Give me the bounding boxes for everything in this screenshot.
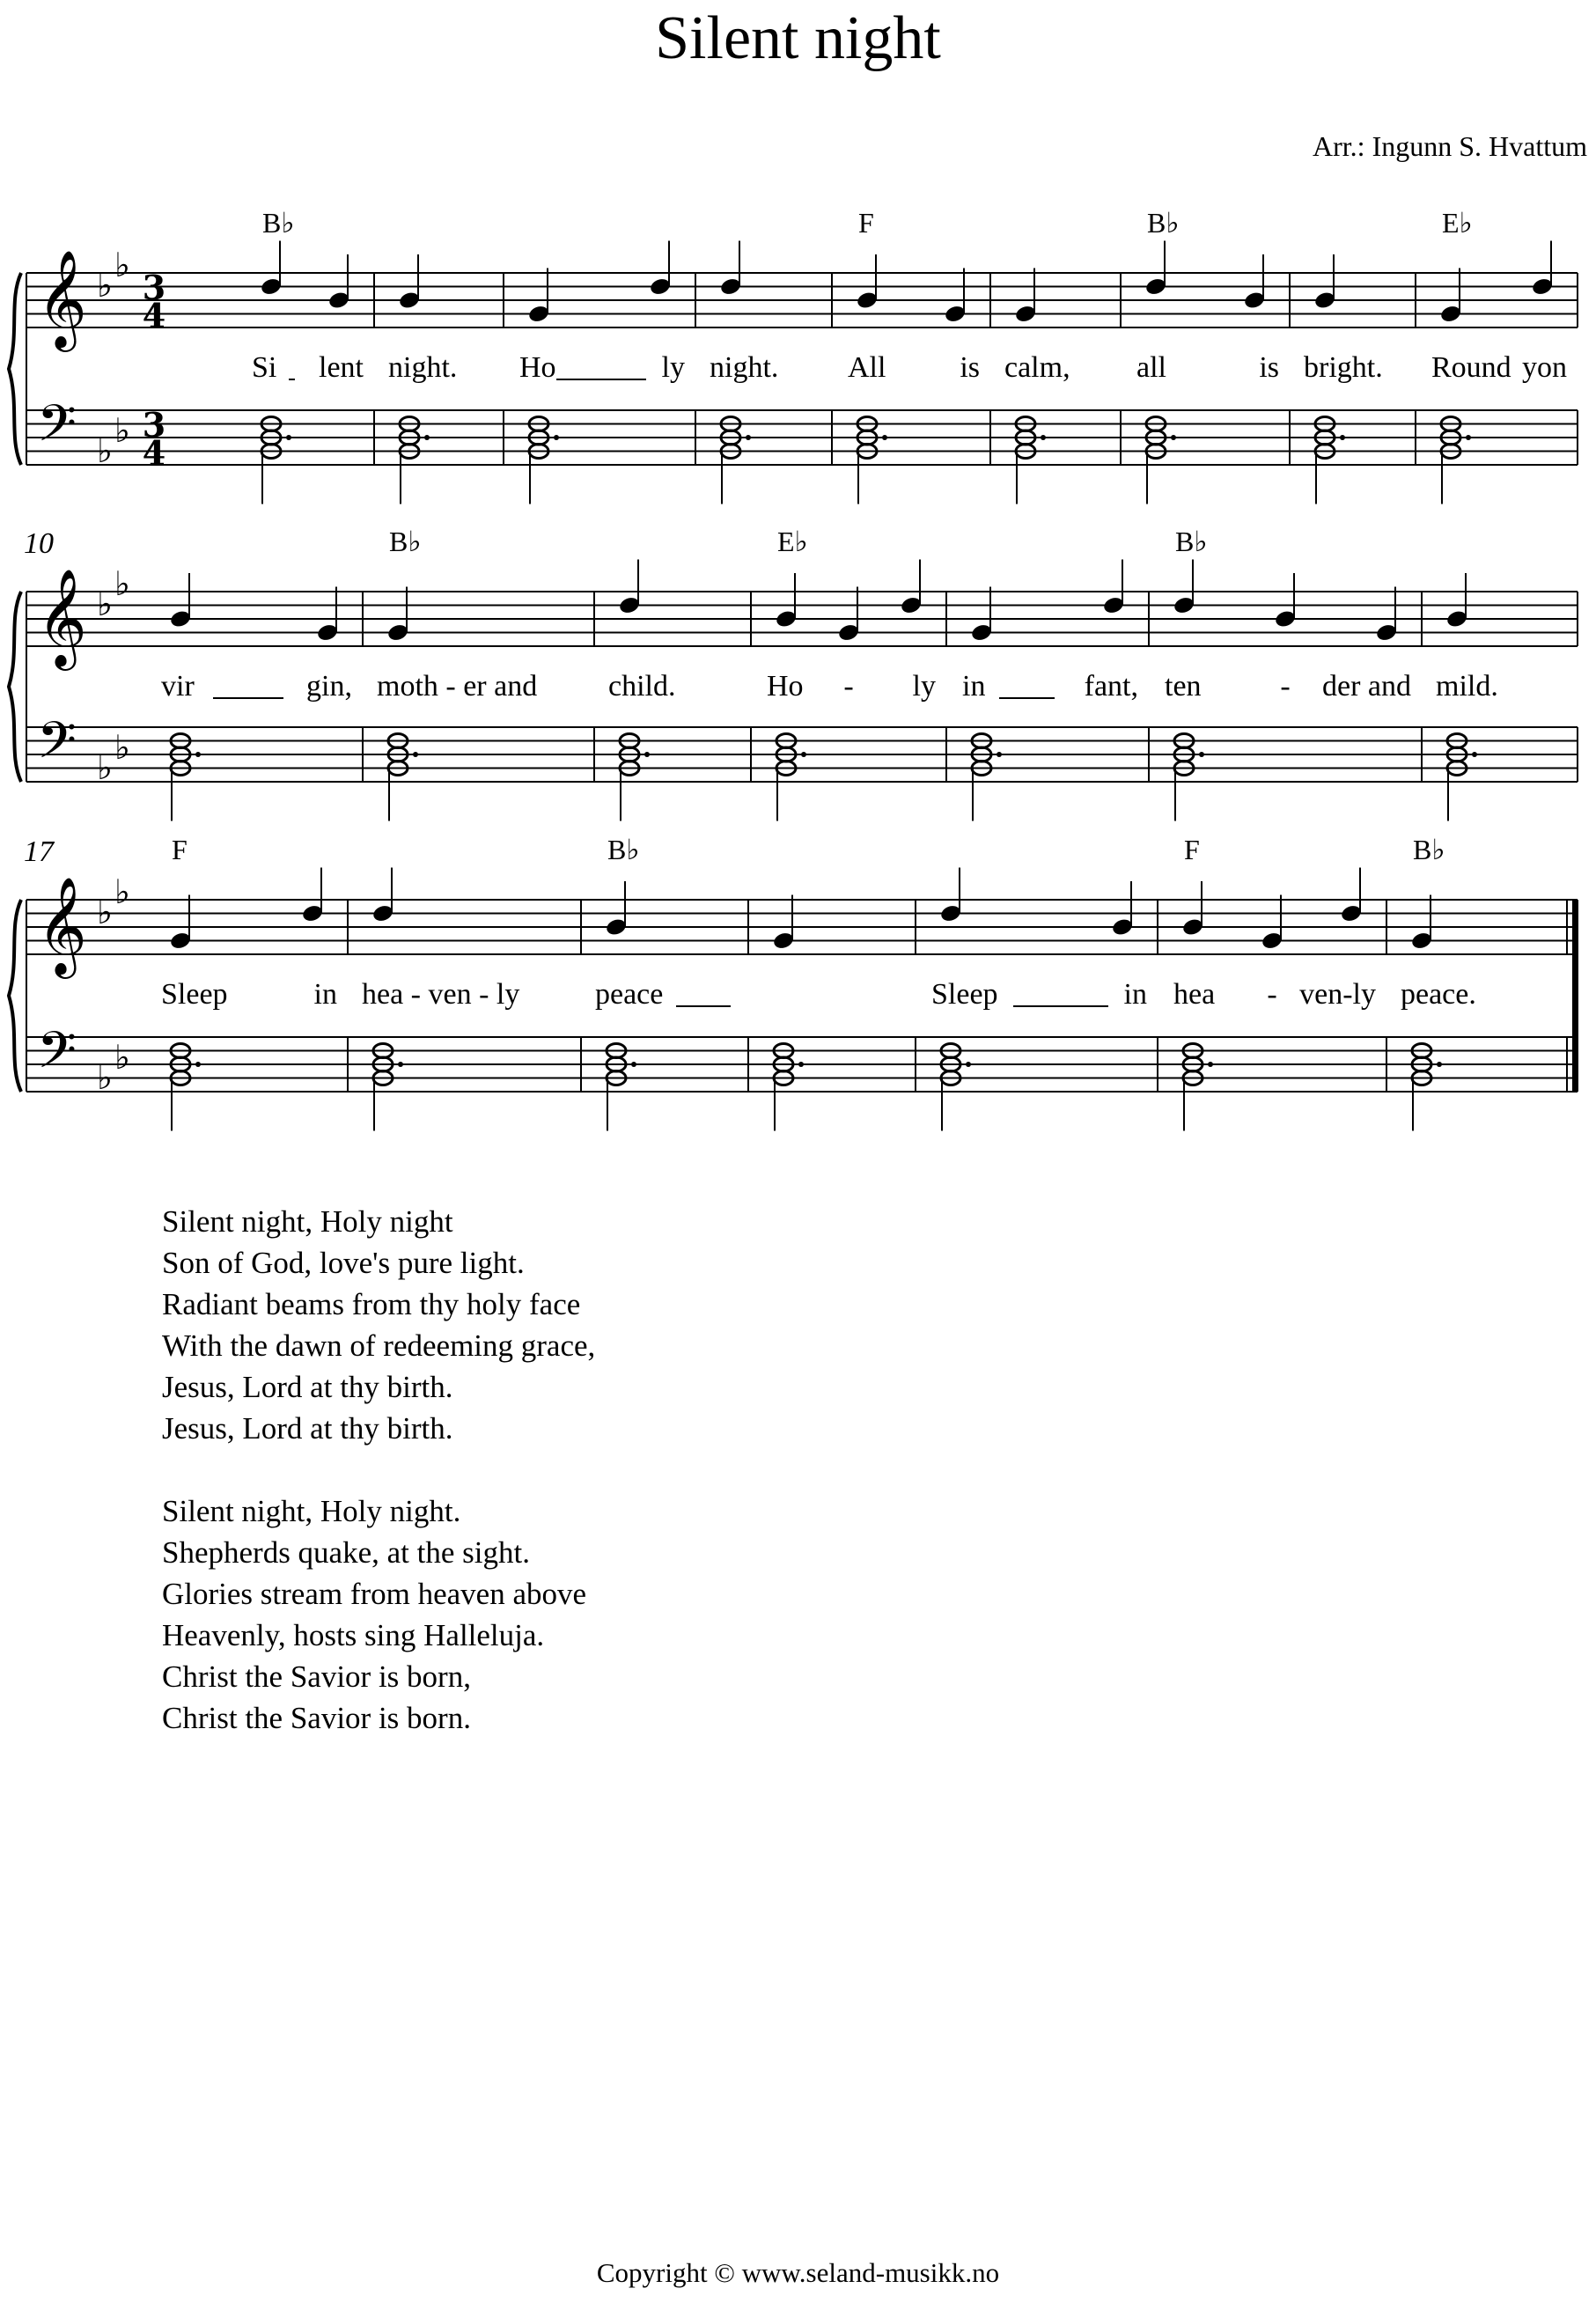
treble-clef: 𝄞 (37, 876, 87, 975)
lyric: night. (710, 351, 779, 384)
dot (195, 1062, 201, 1067)
lyric: - (843, 670, 854, 703)
dot (1472, 752, 1477, 757)
dot (413, 752, 418, 757)
dot (195, 752, 201, 757)
verses (162, 1201, 595, 1780)
chord-symbol: F (172, 834, 188, 865)
lyric: in (1123, 978, 1147, 1011)
lyric: ly (912, 670, 936, 703)
lyric: peace. (1401, 978, 1476, 1011)
lyric: night. (388, 351, 458, 384)
lyric: - (1267, 978, 1277, 1011)
dot (1171, 435, 1176, 440)
treble-clef: 𝄞 (37, 249, 87, 348)
chord-symbol: F (858, 207, 874, 239)
dot (644, 752, 650, 757)
chord-symbol: F (1184, 834, 1200, 865)
lyric: child. (608, 670, 676, 703)
time-signature-top: 3 (142, 405, 166, 445)
lyric: Sleep (931, 978, 998, 1011)
verse-line: Radiant beams from thy holy face (162, 1287, 581, 1321)
lyric: Ho (767, 670, 804, 703)
measure-number: 17 (24, 835, 54, 868)
dot (554, 435, 559, 440)
lyric: hea - ven - ly (362, 978, 520, 1011)
verse-line: Son of God, love's pure light. (162, 1246, 525, 1280)
arranger-credit: Arr.: Ingunn S. Hvattum (1313, 130, 1587, 162)
verse-line: Glories stream from heaven above (162, 1577, 587, 1611)
flat-sign: ♭ (97, 431, 113, 470)
verse-line: Christ the Savior is born, (162, 1659, 471, 1694)
lyric: mild. (1436, 670, 1498, 703)
lyric: der and (1321, 670, 1411, 703)
chord-symbol: B♭ (262, 207, 295, 239)
flat-sign: ♭ (114, 411, 130, 450)
bass-clef: 𝄢 (37, 1020, 77, 1093)
dot (631, 1062, 636, 1067)
dot (997, 752, 1002, 757)
verse-line: Christ the Savior is born. (162, 1701, 471, 1735)
dot (1437, 1062, 1442, 1067)
flat-sign: ♭ (97, 893, 113, 931)
chord-symbol: E♭ (1442, 207, 1473, 239)
time-signature-bottom: 4 (142, 296, 166, 335)
brace (9, 900, 21, 1092)
dot (1199, 752, 1204, 757)
flat-sign: ♭ (97, 585, 113, 623)
lyric: vir (161, 670, 195, 703)
lyric: gin, (306, 670, 352, 703)
lyric: Round (1431, 351, 1511, 384)
stanza (162, 1490, 595, 1739)
lyric: ly (661, 351, 685, 384)
chord-symbol: B♭ (1147, 207, 1180, 239)
dot (424, 435, 430, 440)
dot (798, 1062, 804, 1067)
verse-line: Silent night, Holy night (162, 1204, 453, 1239)
dot (882, 435, 887, 440)
time-signature-bottom: 4 (142, 433, 166, 473)
flat-sign: ♭ (114, 1038, 130, 1077)
dot (398, 1062, 403, 1067)
lyric: Si (252, 351, 277, 384)
flat-sign: ♭ (114, 246, 130, 284)
flat-sign: ♭ (114, 872, 130, 911)
verse-line: Jesus, Lord at thy birth. (162, 1411, 453, 1446)
flat-sign: ♭ (97, 748, 113, 787)
flat-sign: ♭ (97, 1058, 113, 1097)
lyric: all (1136, 351, 1166, 384)
chord-symbol: B♭ (1413, 834, 1445, 865)
dot (1041, 435, 1046, 440)
dot (746, 435, 751, 440)
stanza (162, 1201, 595, 1449)
verse-line: Heavenly, hosts sing Halleluja. (162, 1618, 545, 1652)
lyric: in (313, 978, 337, 1011)
bass-clef: 𝄢 (37, 394, 77, 466)
lyric: calm, (1004, 351, 1070, 384)
chord-symbol: B♭ (607, 834, 640, 865)
lyric: All (848, 351, 886, 384)
dot (1340, 435, 1345, 440)
lyric: is (1259, 351, 1279, 384)
measure-number: 10 (24, 527, 54, 560)
dot (1466, 435, 1471, 440)
lyric: moth - er and (377, 670, 538, 703)
treble-clef: 𝄞 (37, 568, 87, 666)
dot (1208, 1062, 1213, 1067)
time-signature-top: 3 (142, 268, 166, 307)
copyright: Copyright © www.seland-musikk.no (596, 2257, 1000, 2288)
chord-symbol: E♭ (777, 526, 808, 557)
verse-line: Jesus, Lord at thy birth. (162, 1370, 453, 1404)
page-title: Silent night (655, 4, 941, 72)
final-barline-thick (1572, 900, 1578, 1092)
lyric: fant, (1084, 670, 1138, 703)
lyric: lent (319, 351, 364, 384)
lyric: hea (1173, 978, 1216, 1011)
lyric: is (960, 351, 980, 384)
dot (966, 1062, 971, 1067)
lyric: Sleep (161, 978, 228, 1011)
lyric: in (962, 670, 986, 703)
verse-line: Shepherds quake, at the sight. (162, 1535, 530, 1570)
brace (9, 592, 21, 782)
lyric: ven-ly (1299, 978, 1376, 1011)
flat-sign: ♭ (114, 728, 130, 767)
lyric: Ho (519, 351, 556, 384)
chord-symbol: B♭ (1175, 526, 1208, 557)
flat-sign: ♭ (97, 266, 113, 305)
lyric: bright. (1304, 351, 1383, 384)
verse-line: With the dawn of redeeming grace, (162, 1328, 596, 1363)
chord-symbol: B♭ (389, 526, 422, 557)
lyric: - (1280, 670, 1291, 703)
lyric: peace (595, 978, 664, 1011)
lyric: ten (1165, 670, 1202, 703)
brace (9, 273, 21, 465)
flat-sign: ♭ (114, 564, 130, 603)
bass-clef: 𝄢 (37, 710, 77, 783)
dot (801, 752, 806, 757)
verse-line: Silent night, Holy night. (162, 1494, 461, 1528)
dot (286, 435, 291, 440)
lyric: yon (1522, 351, 1567, 384)
